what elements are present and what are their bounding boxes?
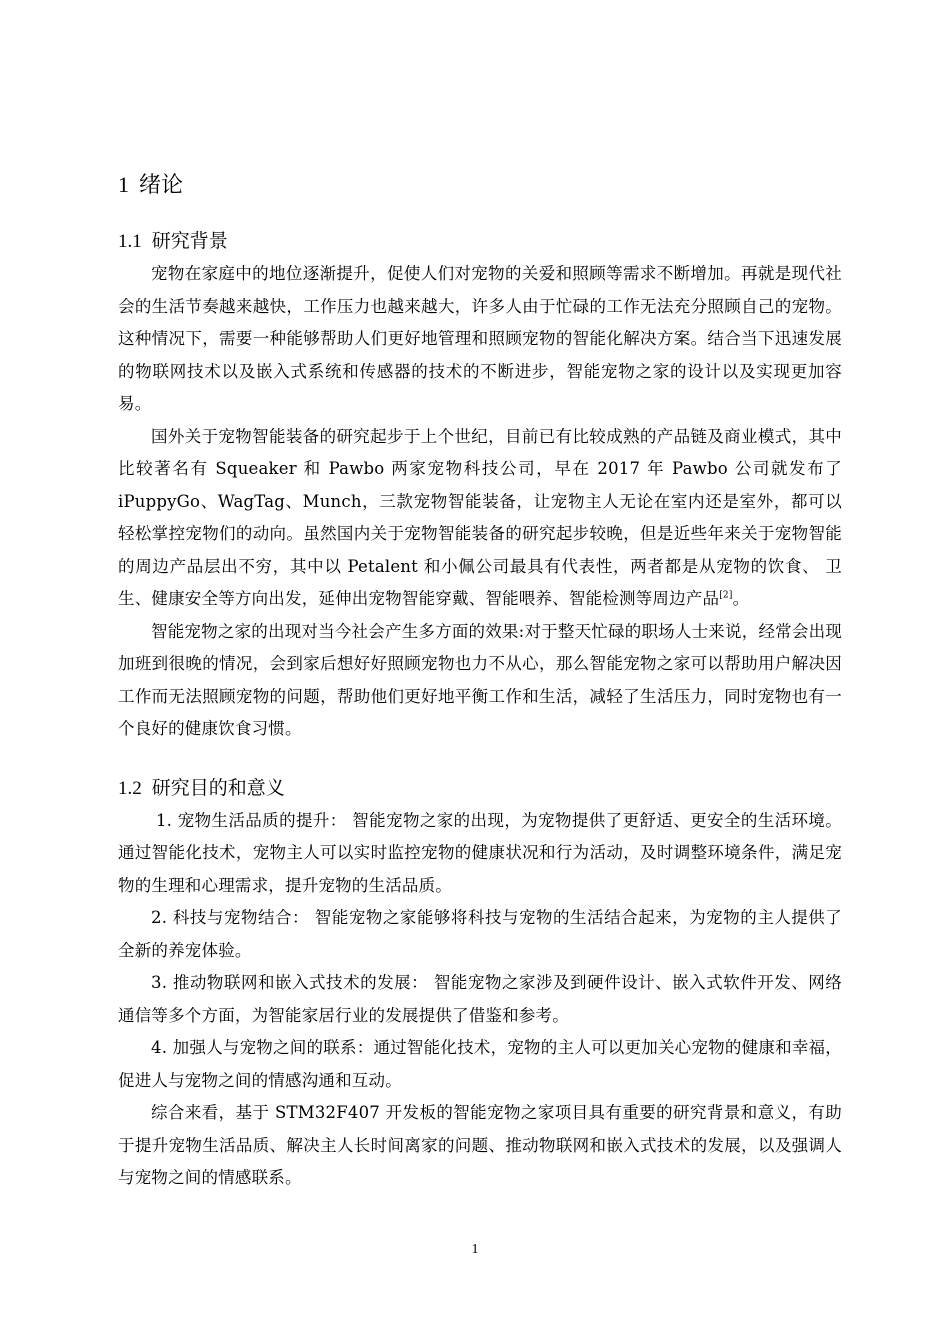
chapter-heading [118, 168, 842, 203]
section-title: 研究目的和意义 [151, 776, 285, 799]
paragraph-purpose-4: 4. 加强人与宠物之间的联系：通过智能化技术，宠物的主人可以更加关心宠物的健康和幸福，促进人与宠物之间的情感沟通和互动。 [118, 1038, 842, 1090]
paragraph-background-2-text: 国外关于宠物智能装备的研究起步于上个世纪，目前已有比较成熟的产品链及商业模式，其中比较著名有 Squeaker 和 Pawbo 两家宠物科技公司，早在 2017 年 Pawbo 公司就发布了 iPuppyGo、WagTag、Munch，三款宠物智能装备，让宠物主人无论在室内还是室外，都可以轻松掌控宠物们的动向。虽然国内关于宠物智能装备的研究起步较晚，但是近些年来关于宠物智能的周边产品层出不穷，其中以 Petalent 和小佩公司最具有代表性，两者都是从宠物的饮食、 卫生、健康安全等方向出发，延伸出宠物智能穿戴、智能喂养、智能检测等周边产品 [118, 426, 842, 608]
paragraph-purpose-1: 1. 宠物生活品质的提升： 智能宠物之家的出现，为宠物提供了更舒适、更安全的生活环境。通过智能化技术，宠物主人可以实时监控宠物的健康状况和行为活动，及时调整环境条件，满足宠物的生理和心理需求，提升宠物的生活品质。 [118, 810, 842, 895]
paragraph-background-1: 宠物在家庭中的地位逐渐提升，促使人们对宠物的关爱和照顾等需求不断增加。再就是现代社会的生活节奏越来越快，工作压力也越来越大，许多人由于忙碌的工作无法充分照顾自己的宠物。这种情况下，需要一种能够帮助人们更好地管理和照顾宠物的智能化解决方案。结合当下迅速发展的物联网技术以及嵌入式系统和传感器的技术的不断进步，智能宠物之家的设计以及实现更加容易。 [118, 264, 842, 413]
paragraph-background-2 [118, 421, 842, 616]
paragraph-background-2-tail: 。 [732, 589, 750, 608]
page-content [118, 168, 842, 1195]
chapter-number: 1 [118, 172, 129, 197]
paragraph-background-3: 智能宠物之家的出现对当今社会产生多方面的效果:对于整天忙碌的职场人士来说，经常会出现加班到很晚的情况，会到家后想好好照顾宠物也力不从心，那么智能宠物之家可以帮助用户解决因工作而无法照顾宠物的问题，帮助他们更好地平衡工作和生活，减轻了生活压力，同时宠物也有一个良好的健康饮食习惯。 [118, 621, 842, 738]
chapter-title: 绪论 [139, 173, 184, 198]
section-heading-background [118, 225, 842, 258]
citation-reference: [2] [719, 590, 733, 601]
section-title: 研究背景 [151, 230, 228, 252]
paragraph-purpose-3: 3. 推动物联网和嵌入式技术的发展： 智能宠物之家涉及到硬件设计、嵌入式软件开发、网络通信等多个方面，为智能家居行业的发展提供了借鉴和参考。 [118, 973, 842, 1025]
section-number: 1.2 [118, 777, 142, 799]
paragraph-purpose-2: 2. 科技与宠物结合： 智能宠物之家能够将科技与宠物的生活结合起来，为宠物的主人提供了全新的养宠体验。 [118, 908, 842, 960]
section-heading-purpose [118, 772, 842, 805]
section-number: 1.1 [118, 231, 142, 252]
paragraph-purpose-5: 综合来看，基于 STM32F407 开发板的智能宠物之家项目具有重要的研究背景和意义，有助于提升宠物生活品质、解决主人长时间离家的问题、推动物联网和嵌入式技术的发展，以及强调人与宠物之间的情感联系。 [118, 1103, 842, 1187]
page-number: 1 [471, 1242, 479, 1257]
